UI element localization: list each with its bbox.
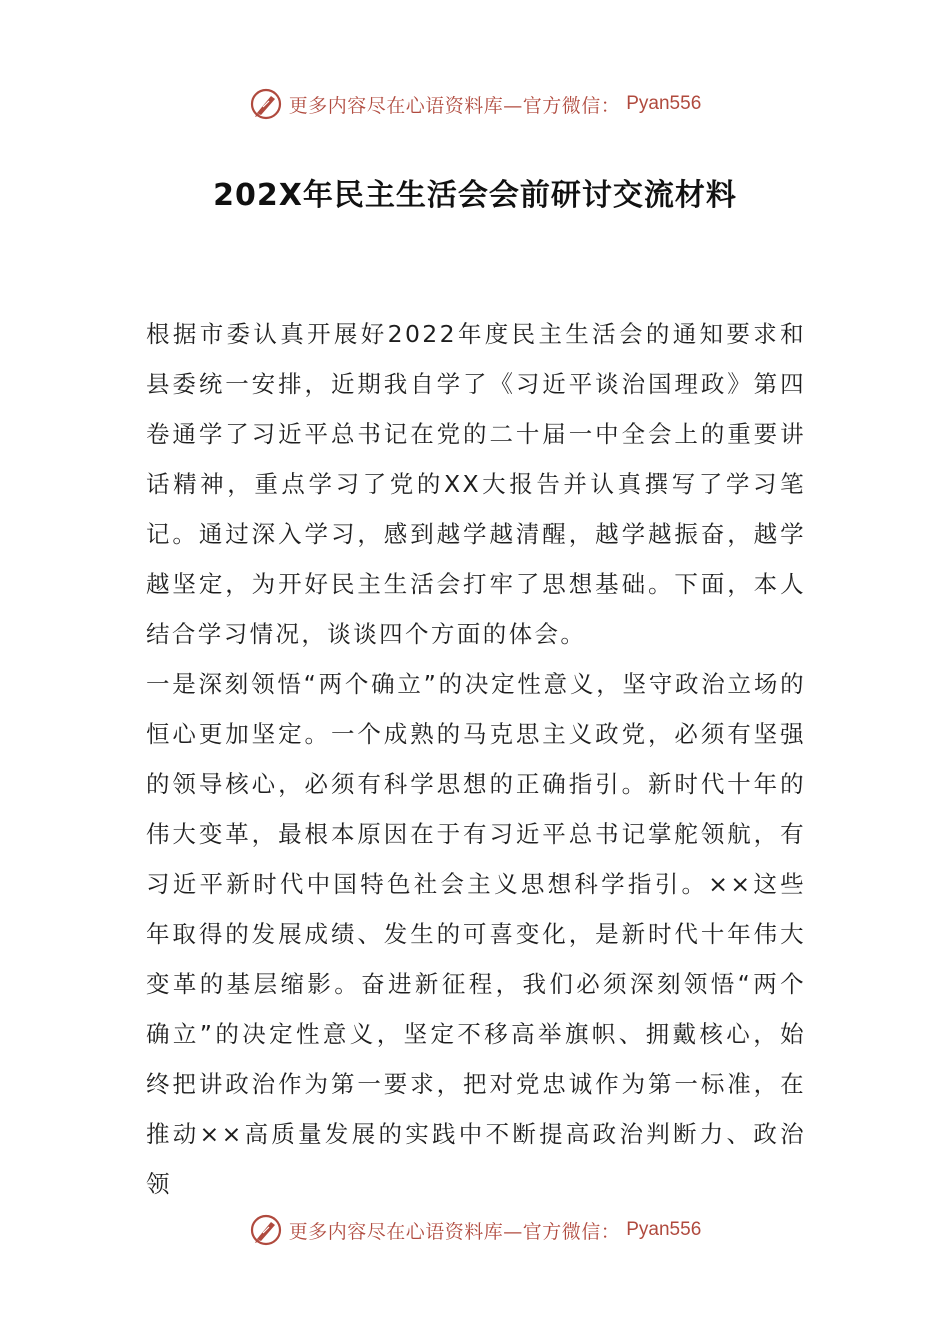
header-watermark — [0, 84, 950, 124]
footer-watermark — [0, 1210, 950, 1250]
body-paragraph-intro: 根据市委认真开展好2022年度民主生活会的通知要求和县委统一安排，近期我自学了《习近平谈治国理政》第四卷通学了习近平总书记在党的二十届一中全会上的重要讲话精神，重点学习了党的XX大报告并认真撰写了学习笔记。通过深入学习，感到越学越清醒，越学越振奋，越学越坚定，为开好民主生活会打牢了思想基础。下面，本人结合学习情况，谈谈四个方面的体会。 — [146, 320, 806, 648]
watermark-text: 更多内容尽在心语资料库—官方微信： — [288, 94, 621, 117]
body-paragraph-point-one: 一是深刻领悟“两个确立”的决定性意义，坚守政治立场的恒心更加坚定。一个成熟的马克思主义政党，必须有坚强的领导核心，必须有科学思想的正确指引。新时代十年的伟大变革，最根本原因在于有习近平总书记掌舵领航，有习近平新时代中国特色社会主义思想科学指引。××这些年取得的发展成绩、发生的可喜变化，是新时代十年伟大变革的基层缩影。奋进新征程，我们必须深刻领悟“两个确立”的决定性意义，坚定不移高举旗帜、拥戴核心，始终把讲政治作为第一要求，把对党忠诚作为第一标准，在推动××高质量发展的实践中不断提高政治判断力、政治领 — [146, 670, 806, 1198]
pen-quill-logo-icon — [249, 1213, 283, 1247]
document-body — [146, 309, 806, 1209]
watermark-account: Pyan556 — [626, 93, 702, 114]
document-title: 202X年民主生活会会前研讨交流材料 — [213, 178, 737, 213]
watermark-text: 更多内容尽在心语资料库—官方微信： — [288, 1220, 621, 1243]
pen-quill-logo-icon — [249, 87, 283, 121]
watermark-account: Pyan556 — [626, 1219, 702, 1240]
